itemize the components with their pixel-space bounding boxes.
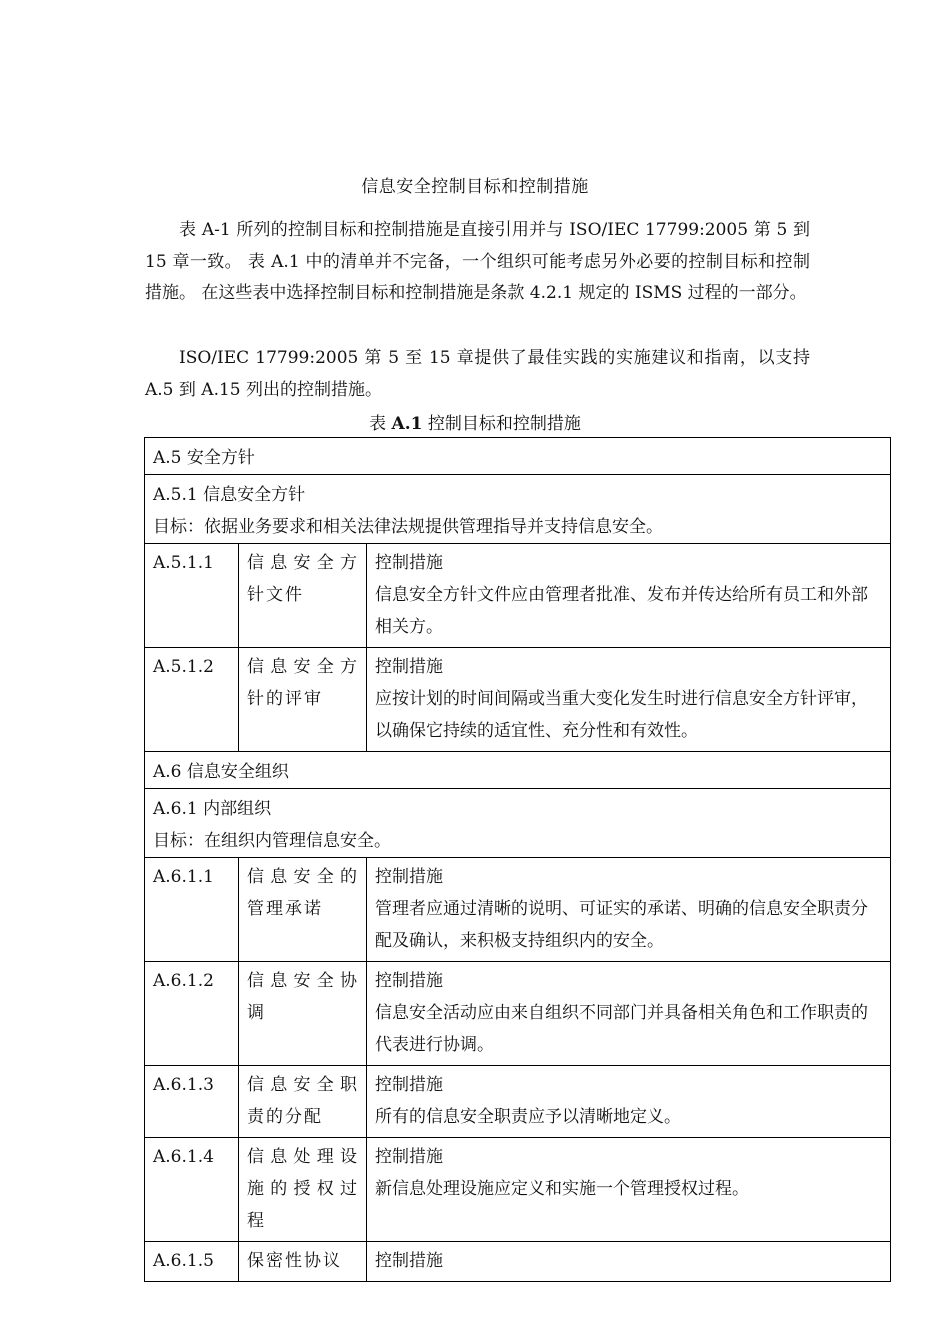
intro-paragraph: 表 A-1 所列的控制目标和控制措施是直接引用并与 ISO/IEC 17799:2005 第 5 到 15 章一致。 表 A.1 中的清单并不完备，一个组织可能考虑另外必要的控制目标和控制措施。 在这些表中选择控制目标和控制措施是条款 4.2.1 规定的 ISMS 过程的一部分。 <box>145 220 810 303</box>
control-text: 管理者应通过清晰的说明、可证实的承诺、明确的信息安全职责分配及确认，来积极支持组织内的安全。 <box>375 899 868 951</box>
control-text: 应按计划的时间间隔或当重大变化发生时进行信息安全方针评审，以确保它持续的适宜性、充分性和有效性。 <box>375 689 868 741</box>
control-id: A.6.1.3 <box>145 1066 239 1138</box>
control-name: 信息安全协调 <box>239 962 367 1066</box>
control-id: A.5.1.2 <box>145 648 239 752</box>
control-name: 信息处理设施的授权过程 <box>239 1138 367 1242</box>
subsection-heading: A.6.1 内部组织 <box>153 799 272 819</box>
section-row <box>145 752 891 789</box>
control-cell <box>367 962 891 1066</box>
control-label: 控制措施 <box>375 1147 443 1167</box>
table-row <box>145 962 891 1066</box>
control-text: 信息安全方针文件应由管理者批准、发布并传达给所有员工和外部相关方。 <box>375 585 868 637</box>
subsection-cell <box>145 475 891 544</box>
subsection-cell <box>145 789 891 858</box>
control-text: 新信息处理设施应定义和实施一个管理授权过程。 <box>375 1179 749 1199</box>
control-id: A.5.1.1 <box>145 544 239 648</box>
guidance-paragraph: ISO/IEC 17799:2005 第 5 至 15 章提供了最佳实践的实施建议和指南，以支持 A.5 到 A.15 列出的控制措施。 <box>145 348 810 400</box>
control-cell <box>367 1138 891 1242</box>
objective-text: 目标：依据业务要求和相关法律法规提供管理指导并支持信息安全。 <box>153 517 663 537</box>
control-label: 控制措施 <box>375 971 443 991</box>
control-id: A.6.1.5 <box>145 1242 239 1282</box>
page-title: 信息安全控制目标和控制措施 <box>361 177 589 197</box>
table-row <box>145 1138 891 1242</box>
control-id: A.6.1.4 <box>145 1138 239 1242</box>
control-text: 信息安全活动应由来自组织不同部门并具备相关角色和工作职责的代表进行协调。 <box>375 1003 868 1055</box>
control-name: 信息安全的管理承诺 <box>239 858 367 962</box>
table-row <box>145 1066 891 1138</box>
control-cell <box>367 858 891 962</box>
control-cell <box>367 648 891 752</box>
section-heading: A.5 安全方针 <box>145 438 891 475</box>
caption-prefix: 表 <box>369 414 392 434</box>
control-label: 控制措施 <box>375 1075 443 1095</box>
control-label: 控制措施 <box>375 657 443 677</box>
section-heading: A.6 信息安全组织 <box>145 752 891 789</box>
control-name: 信息安全职责的分配 <box>239 1066 367 1138</box>
subsection-row <box>145 789 891 858</box>
control-label: 控制措施 <box>375 553 443 573</box>
control-label: 控制措施 <box>375 1251 443 1271</box>
table-row <box>145 1242 891 1282</box>
caption-text: 控制目标和控制措施 <box>422 414 581 434</box>
control-name: 信息安全方针的评审 <box>239 648 367 752</box>
controls-table <box>144 437 891 1282</box>
control-cell <box>367 1242 891 1282</box>
table-row <box>145 648 891 752</box>
subsection-heading: A.5.1 信息安全方针 <box>153 485 306 505</box>
table-row <box>145 544 891 648</box>
control-cell <box>367 544 891 648</box>
objective-text: 目标：在组织内管理信息安全。 <box>153 831 391 851</box>
control-id: A.6.1.1 <box>145 858 239 962</box>
control-text: 所有的信息安全职责应予以清晰地定义。 <box>375 1107 681 1127</box>
control-name: 保密性协议 <box>239 1242 367 1282</box>
subsection-row <box>145 475 891 544</box>
control-id: A.6.1.2 <box>145 962 239 1066</box>
table-row <box>145 858 891 962</box>
control-label: 控制措施 <box>375 867 443 887</box>
control-name: 信息安全方针文件 <box>239 544 367 648</box>
control-cell <box>367 1066 891 1138</box>
section-row <box>145 438 891 475</box>
table-caption <box>0 409 950 434</box>
caption-id: A.1 <box>391 414 423 434</box>
